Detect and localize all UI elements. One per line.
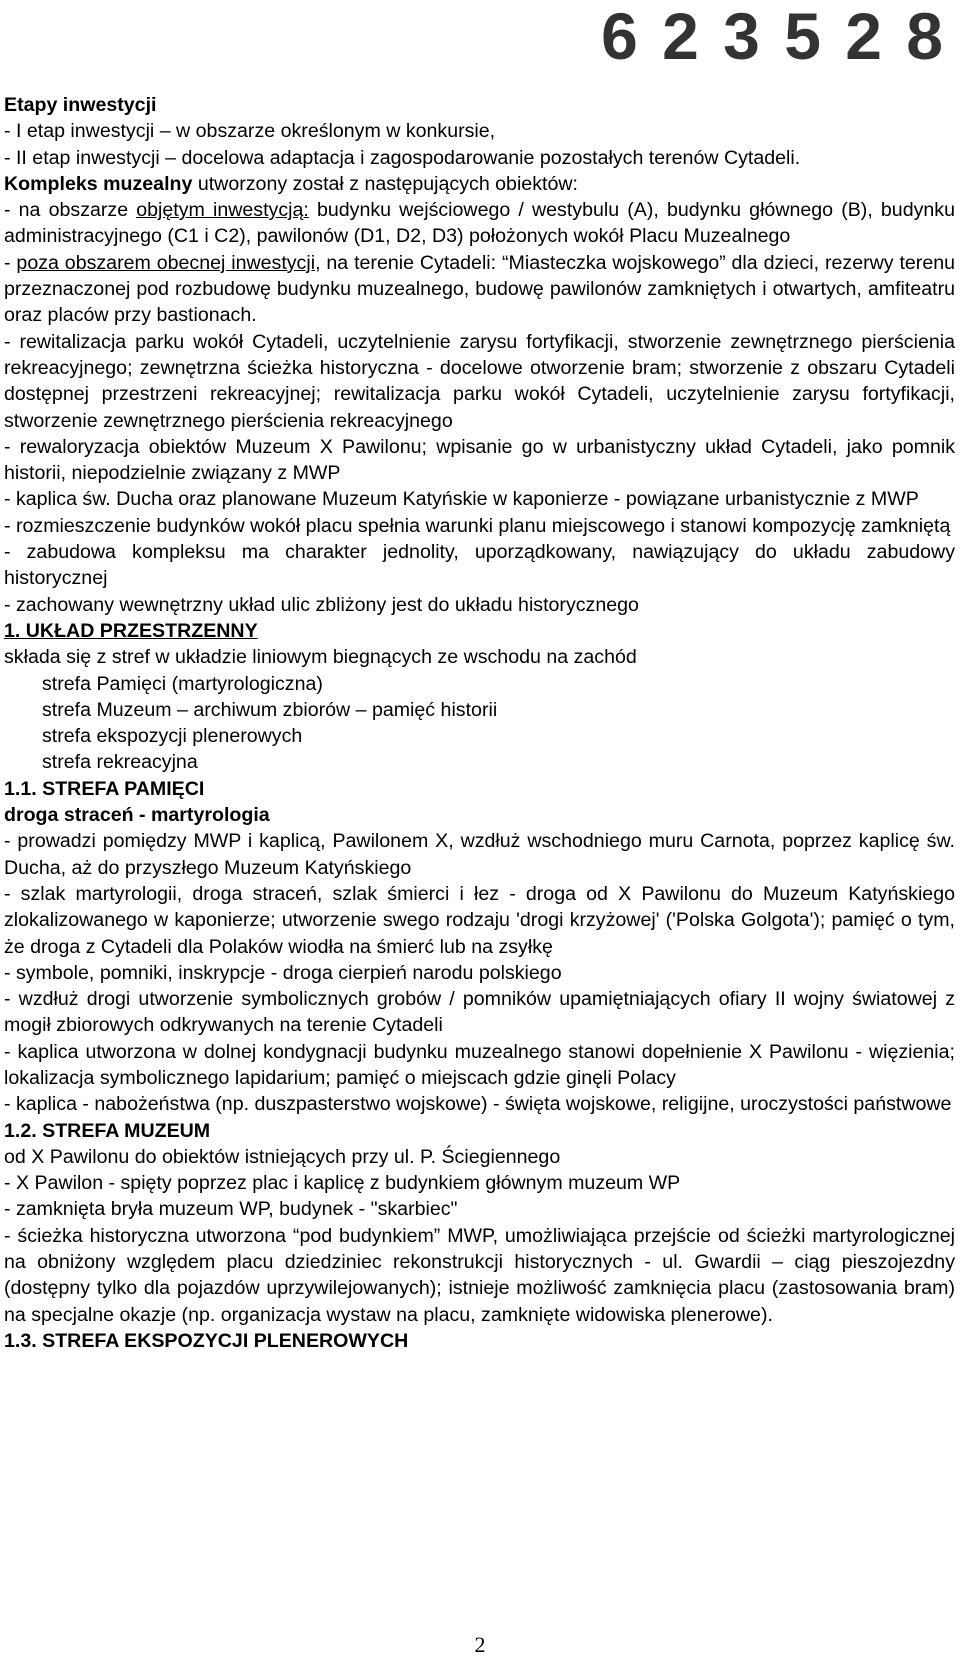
rewitalizacja-paragraph: - rewitalizacja parku wokół Cytadeli, uczytelnienie zarysu fortyfikacji, stworzenie zewnętrznego pierścienia rekreacyjnego; zewnętrzna ścieżka historyczna - docelowe otworzenie bram; stworzenie z obszaru Cytadeli dostępnej przestrzeni rekreacyjnej; rewitalizacja parku wokół Cytadeli, uczytelnienie zarysu fortyfikacji, stworzenie zewnętrznego pierścienia rekreacyjnego [4, 330, 955, 432]
section-1-title: 1. UKŁAD PRZESTRZENNY [4, 619, 258, 642]
etapy-title: Etapy inwestycji [4, 94, 157, 116]
kaplica-paragraph: - kaplica św. Ducha oraz planowane Muzeum Katyńskie w kaponierze - powiązane urbanistycznie z MWP [4, 488, 919, 511]
section-1-1-paragraph: - prowadzi pomiędzy MWP i kaplicą, Pawilonem X, wzdłuż wschodniego muru Carnota, poprzez kaplicę św. Ducha, aż do przyszłego Muzeum Katyńskiego [4, 830, 955, 879]
rozmieszczenie-paragraph: - rozmieszczenie budynków wokół placu spełnia warunki planu miejscowego i stanowi kompozycję zamkniętą [4, 514, 951, 537]
etap-2: - II etap inwestycji – docelowa adaptacja i zagospodarowanie pozostałych terenów Cytadeli. [4, 146, 801, 169]
poza-underlined: poza obszarem obecnej inwestycji [16, 251, 316, 274]
zachowany-paragraph: - zachowany wewnętrzny układ ulic zbliżony jest do układu historycznego [4, 593, 639, 616]
section-1-1-title: 1.1. STREFA PAMIĘCI [4, 777, 205, 800]
strefa-item: strefa rekreacyjna [42, 751, 198, 774]
kompleks-rest: utworzony został z następujących obiektów: [192, 172, 578, 195]
section-1-2-paragraph: - ścieżka historyczna utworzona “pod budynkiem” MWP, umożliwiająca przejście od ścieżki martyrologicznej na obniżony względem placu dziedziniec rekonstrukcji historycznych - ul. Gwardii – ciąg pieszojezdny (dostępny tylko dla pojazdów uprzywilejowanych); istnieje możliwość zamknięcia placu (zastosowania bram) na specjalne okazje (np. organizacja wystaw na placu, zamknięte widowiska plenerowe). [4, 1224, 955, 1326]
section-1-1-paragraph: - wzdłuż drogi utworzenie symbolicznych grobów / pomników upamiętniających ofiary II wojny światowej z mogił zbiorowych odkrywanych na terenie Cytadeli [4, 988, 955, 1037]
section-1-1-paragraph: - symbole, pomniki, inskrypcje - droga cierpień narodu polskiego [4, 961, 562, 984]
section-1-1-paragraph: - kaplica utworzona w dolnej kondygnacji budynku muzealnego stanowi dopełnienie X Pawilonu - więzienia; lokalizacja symbolicznego lapidarium; pamięć o miejscach gdzie ginęli Polacy [4, 1040, 955, 1089]
strefa-item: strefa ekspozycji plenerowych [42, 725, 303, 748]
rewaloryzacja-paragraph: - rewaloryzacja obiektów Muzeum X Pawilonu; wpisanie go w urbanistyczny układ Cytadeli, jako pomnik historii, niepodzielnie związany z MWP [4, 435, 955, 485]
zabudowa-paragraph: - zabudowa kompleksu ma charakter jednolity, uporządkowany, nawiązujący do układu zabudowy historycznej [4, 541, 955, 590]
strefa-item: strefa Muzeum – archiwum zbiorów – pamięć historii [42, 698, 498, 721]
kompleks-bold: Kompleks muzealny [4, 172, 193, 195]
document-code: 6 2 3 5 2 8 [601, 0, 946, 73]
section-1-2-paragraph: od X Pawilonu do obiektów istniejących przy ul. P. Ściegiennego [4, 1145, 561, 1168]
etap-1: - I etap inwestycji – w obszarze określonym w konkursie, [4, 120, 496, 143]
section-1-2-paragraph: - X Pawilon - spięty poprzez plac i kaplicę z budynkiem głównym muzeum WP [4, 1172, 681, 1195]
section-1-2-paragraph: - zamknięta bryła muzeum WP, budynek - "skarbiec" [4, 1198, 458, 1221]
poza-prefix: - [4, 251, 17, 274]
document-body [4, 92, 955, 1354]
section-1-3-title: 1.3. STREFA EKSPOZYCJI PLENEROWYCH [4, 1329, 409, 1352]
page-number: 2 [474, 1632, 486, 1657]
objety-underlined: objętym inwestycją: [136, 199, 309, 222]
section-1-1-subtitle: droga straceń - martyrologia [4, 804, 270, 827]
section-1-text: składa się z stref w układzie liniowym biegnących ze wschodu na zachód [4, 646, 637, 669]
poza-rest: , na terenie Cytadeli: “Miasteczka wojskowego” dla dzieci, rezerwy terenu przeznaczonej pod rozbudowę budynku muzealnego, budowę pawilonów zamkniętych i otwartych, amfiteatru oraz placów przy bastionach. [4, 251, 956, 327]
objety-paragraph [4, 197, 955, 250]
section-1-1-paragraph: - kaplica - nabożeństwa (np. duszpasterstwo wojskowe) - święta wojskowe, religijne, uroczystości państwowe [4, 1093, 952, 1116]
strefa-item: strefa Pamięci (martyrologiczna) [42, 672, 323, 695]
section-1-2-title: 1.2. STREFA MUZEUM [4, 1119, 211, 1142]
poza-paragraph [4, 250, 955, 329]
objety-prefix: - na obszarze [4, 199, 137, 222]
kompleks-paragraph [4, 171, 955, 197]
section-1-1-paragraph: - szlak martyrologii, droga straceń, szlak śmierci i łez - droga od X Pawilonu do Muzeum Katyńskiego zlokalizowanego w kaponierze; utworzenie swego rodzaju 'drogi krzyżowej' ('Polska Golgota'); pamięć o tym, że droga z Cytadeli dla Polaków wiodła na śmierć lub na zsyłkę [4, 882, 955, 958]
objety-rest: budynku wejściowego / westybulu (A), budynku głównego (B), budynku administracyjnego (C1 i C2), pawilonów (D1, D2, D3) położonych wokół Placu Muzealnego [4, 199, 955, 248]
